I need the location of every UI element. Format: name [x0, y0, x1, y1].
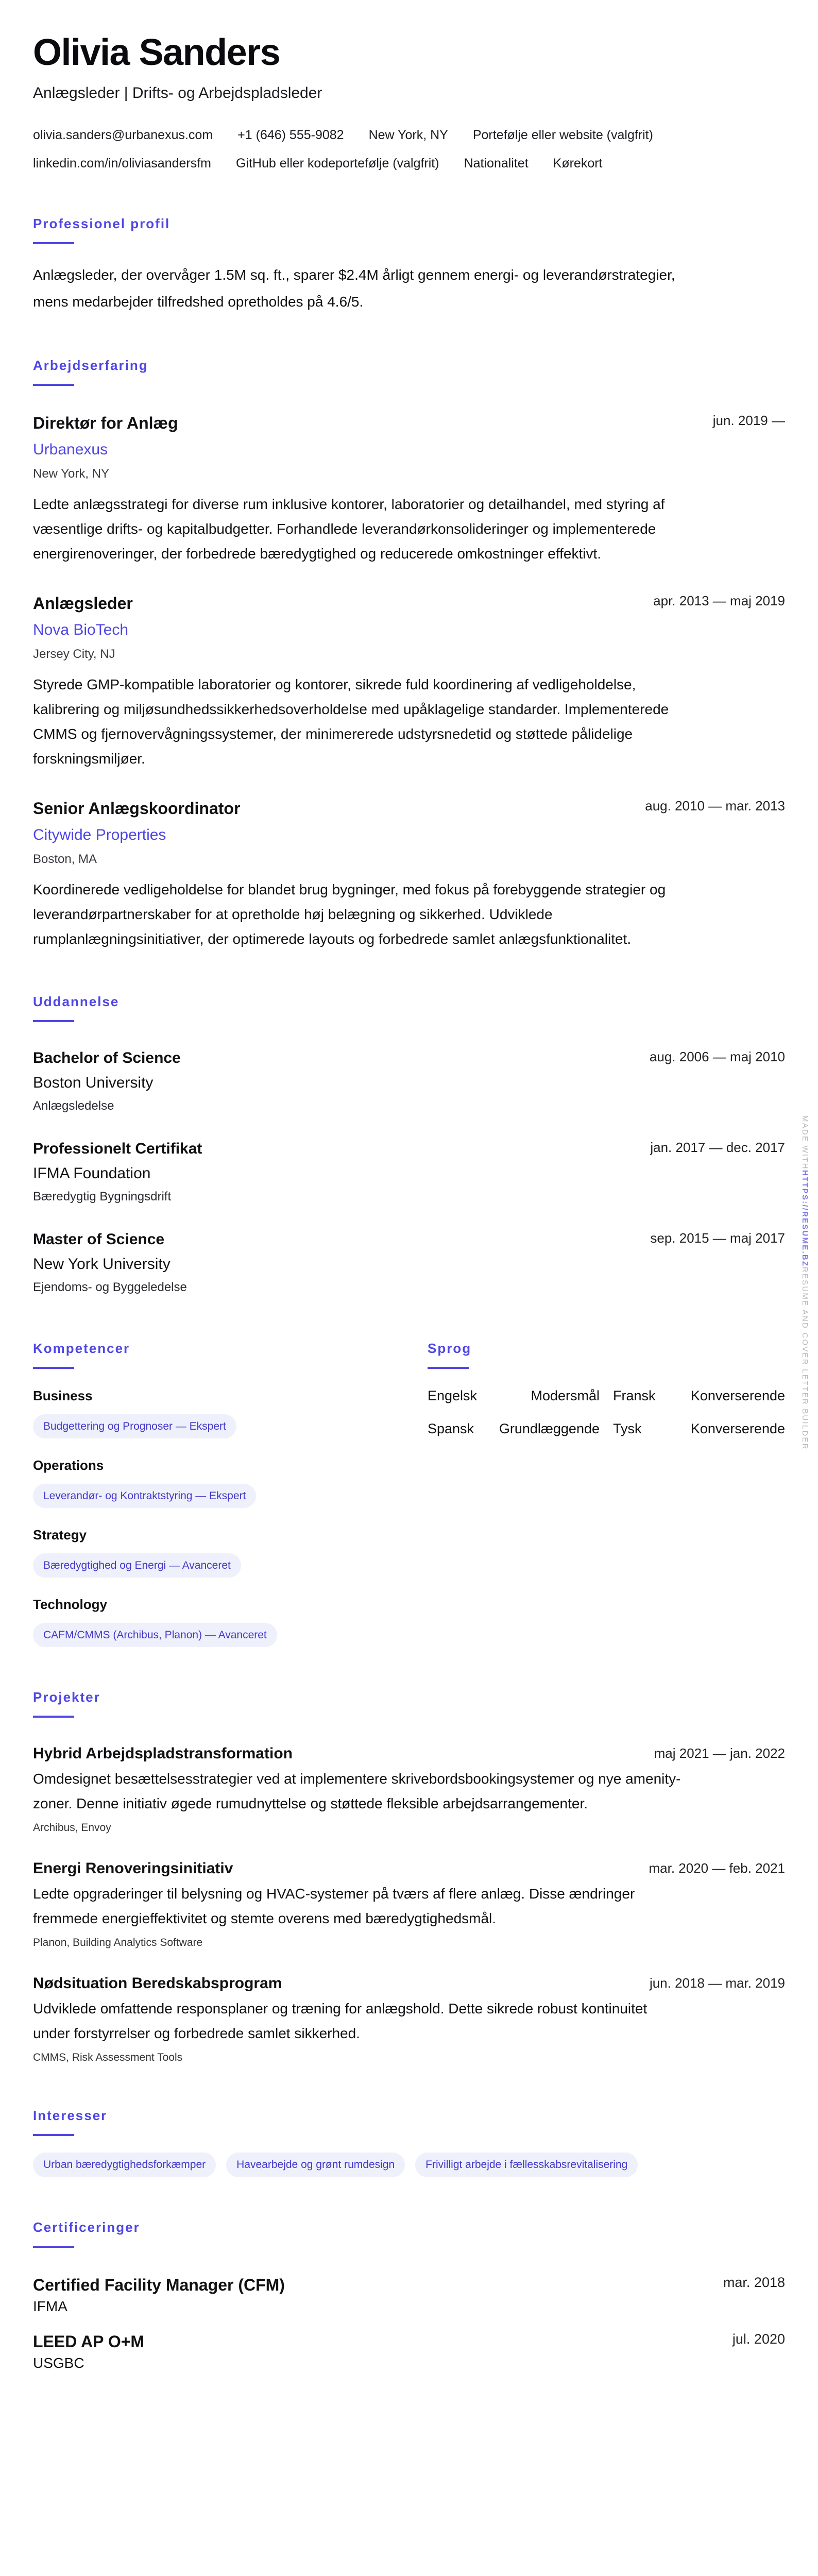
job-entry [33, 592, 785, 771]
section-title: Interesser [33, 2108, 108, 2123]
section-divider [428, 1367, 469, 1369]
section-divider [33, 2246, 74, 2248]
contact-website[interactable]: Portefølje eller website (valgfrit) [472, 128, 653, 142]
project-entry [33, 1743, 785, 1836]
project-description: Ledte opgraderinger til belysning og HVAC-systemer på tværs af flere anlæg. Disse ændringer fremmede energieffektivitet og stemte overens med bæredygtighedsmål. [33, 1886, 635, 1926]
job-entry [33, 797, 785, 952]
section-divider [33, 384, 74, 386]
project-entry [33, 1858, 785, 1951]
contact-drivers-license: Kørekort [553, 156, 603, 171]
certification-issuer: IFMA [33, 2298, 67, 2314]
education-entry [33, 1229, 785, 1296]
section-title: Professionel profil [33, 216, 171, 231]
skill-group [33, 1456, 428, 1508]
skill-pill: Bæredygtighed og Energi — Avanceret [33, 1553, 241, 1578]
certifications-section [33, 2218, 785, 2372]
language-entry [428, 1386, 600, 1405]
skill-group [33, 1526, 428, 1578]
skill-category: Business [33, 1388, 93, 1403]
certification-date: mar. 2018 [723, 2275, 785, 2290]
section-divider [33, 2134, 74, 2136]
project-dates: mar. 2020 — feb. 2021 [649, 1860, 785, 1876]
contact-location: New York, NY [368, 128, 448, 142]
certification-entry [33, 2330, 785, 2372]
skill-category: Strategy [33, 1527, 87, 1543]
certification-date: jul. 2020 [732, 2331, 785, 2347]
education-dates: sep. 2015 — maj 2017 [650, 1230, 785, 1246]
job-dates: aug. 2010 — mar. 2013 [645, 798, 785, 814]
section-title: Arbejdserfaring [33, 358, 148, 373]
language-entry [428, 1419, 600, 1438]
skills-languages-row [33, 1340, 785, 1647]
project-description: Udviklede omfattende responsplaner og træning for anlægshold. Dette sikrede robust kontinuitet under forstyrrelser og forbedrede samlet sikkerhed. [33, 2001, 647, 2041]
resume-header [33, 31, 785, 174]
education-section [33, 993, 785, 1296]
section-divider [33, 1367, 74, 1369]
certification-entry [33, 2274, 785, 2316]
job-description: Koordinerede vedligeholdelse for blandet brug bygninger, med fokus på forebyggende strategier og leverandørpartnerskaber for at opretholde høj belægning og sikkerhed. Udviklede rumplanlægningsinitiativer, der optimerede layouts og forbedrede samlet anlægsfunktionalitet. [33, 882, 666, 947]
job-description: Styrede GMP-kompatible laboratorier og kontorer, sikrede fuld koordinering af vedligeholdelse, kalibrering og miljøsundhedssikkerhedsoverholdelse med upåklagelige standarder. Implementerede CMMS og fjernovervågningssystemer, der minimererede udstyrsnedetid og støttede pålidelige forskningsmiljøer. [33, 676, 669, 767]
skill-group [33, 1386, 428, 1438]
section-title: Certificeringer [33, 2219, 140, 2235]
contact-email[interactable]: olivia.sanders@urbanexus.com [33, 128, 213, 142]
education-dates: aug. 2006 — maj 2010 [649, 1049, 785, 1064]
section-title: Kompetencer [33, 1341, 130, 1356]
skill-pill: Leverandør- og Kontraktstyring — Ekspert [33, 1484, 256, 1508]
education-school: New York University [33, 1256, 171, 1273]
project-entry [33, 1973, 785, 2065]
languages-section [428, 1340, 785, 1647]
language-level: Konverserende [690, 1421, 785, 1436]
job-company: Citywide Properties [33, 826, 166, 843]
language-name: Engelsk [428, 1388, 478, 1403]
job-location: New York, NY [33, 467, 110, 481]
certification-issuer: USGBC [33, 2355, 84, 2371]
project-tools: Planon, Building Analytics Software [33, 1937, 203, 1948]
job-title: Senior Anlægskoordinator [33, 799, 241, 818]
language-name: Tysk [613, 1421, 642, 1436]
education-entry [33, 1048, 785, 1115]
project-title: Energi Renoveringsinitiativ [33, 1860, 233, 1877]
job-entry [33, 412, 785, 566]
language-level: Modersmål [531, 1388, 600, 1403]
contact-linkedin[interactable]: linkedin.com/in/oliviasandersfm [33, 156, 211, 171]
contact-phone[interactable]: +1 (646) 555-9082 [237, 128, 344, 142]
project-description: Omdesignet besættelsesstrategier ved at implementere skrivebordsbookingsystemer og nye amenity-zoner. Denne initiativ øgede rumudnyttelse og støttede fleksible arbejdsarrangementer. [33, 1771, 681, 1811]
watermark-prefix: MADE WITH [800, 1115, 809, 1170]
certification-title: Certified Facility Manager (CFM) [33, 2276, 285, 2294]
job-location: Boston, MA [33, 852, 97, 866]
job-company: Nova BioTech [33, 621, 129, 638]
job-company: Urbanexus [33, 441, 108, 458]
job-dates: jun. 2019 — [712, 413, 785, 428]
language-entry [613, 1386, 785, 1405]
interests-section [33, 2107, 785, 2177]
candidate-name: Olivia Sanders [33, 32, 280, 73]
education-school: Boston University [33, 1074, 154, 1091]
language-name: Spansk [428, 1421, 474, 1436]
interest-pill: Frivilligt arbejde i fællesskabsrevitalisering [415, 2153, 638, 2177]
language-name: Fransk [613, 1388, 656, 1403]
skill-category: Operations [33, 1458, 104, 1473]
language-entry [613, 1419, 785, 1438]
job-description: Ledte anlægsstrategi for diverse rum inklusive kontorer, laboratorier og detailhandel, med styring af væsentlige drifts- og kapitalbudgetter. Forhandlede leverandørkonsolideringer og implementerede energirenoveringer, der forbedrede bæredygtighed og reducerede omkostninger effektivt. [33, 496, 665, 562]
section-title: Uddannelse [33, 994, 120, 1009]
profile-summary: Anlægsleder, der overvåger 1.5M sq. ft., sparer $2.4M årligt gennem energi- og leverandørstrategier, mens medarbejder tilfredshed opretholdes på 4.6/5. [33, 267, 675, 310]
job-title: Anlægsleder [33, 594, 133, 613]
contact-nationality: Nationalitet [464, 156, 529, 171]
section-divider [33, 1020, 74, 1022]
skill-category: Technology [33, 1597, 107, 1612]
skill-pill: CAFM/CMMS (Archibus, Planon) — Avanceret [33, 1623, 277, 1647]
project-dates: jun. 2018 — mar. 2019 [649, 1975, 785, 1991]
contact-row [33, 153, 785, 174]
education-entry [33, 1139, 785, 1206]
education-degree: Professionelt Certifikat [33, 1140, 202, 1157]
language-level: Grundlæggende [499, 1421, 600, 1436]
education-field: Bæredygtig Bygningsdrift [33, 1190, 172, 1204]
project-title: Nødsituation Beredskabsprogram [33, 1975, 282, 1992]
builder-watermark [800, 1115, 809, 1450]
education-degree: Master of Science [33, 1231, 165, 1248]
language-level: Konverserende [690, 1388, 785, 1403]
watermark-suffix: RESUME AND COVER LETTER BUILDER [800, 1266, 809, 1450]
section-title: Sprog [428, 1341, 472, 1356]
job-title: Direktør for Anlæg [33, 414, 178, 432]
candidate-title: Anlægsleder | Drifts- og Arbejdspladsleder [33, 84, 322, 101]
contact-github[interactable]: GitHub eller kodeportefølje (valgfrit) [235, 156, 439, 171]
skill-group [33, 1595, 428, 1647]
projects-section [33, 1688, 785, 2065]
education-degree: Bachelor of Science [33, 1049, 181, 1066]
watermark-link[interactable]: HTTPS://RESUME.BZ [800, 1170, 809, 1267]
job-dates: apr. 2013 — maj 2019 [653, 593, 785, 608]
project-dates: maj 2021 — jan. 2022 [654, 1745, 785, 1761]
interest-pill: Havearbejde og grønt rumdesign [226, 2153, 405, 2177]
section-divider [33, 242, 74, 244]
contact-row [33, 125, 785, 145]
education-school: IFMA Foundation [33, 1165, 151, 1182]
project-title: Hybrid Arbejdspladstransformation [33, 1745, 293, 1762]
experience-section [33, 357, 785, 952]
job-location: Jersey City, NJ [33, 647, 115, 661]
skills-section [33, 1340, 428, 1647]
education-field: Ejendoms- og Byggeledelse [33, 1280, 187, 1294]
project-tools: Archibus, Envoy [33, 1822, 111, 1834]
education-dates: jan. 2017 — dec. 2017 [650, 1140, 785, 1155]
certification-title: LEED AP O+M [33, 2332, 145, 2351]
interest-pill: Urban bæredygtighedsforkæmper [33, 2153, 216, 2177]
section-divider [33, 1716, 74, 1718]
profile-section [33, 215, 785, 315]
education-field: Anlægsledelse [33, 1099, 114, 1113]
skill-pill: Budgettering og Prognoser — Ekspert [33, 1414, 236, 1438]
section-title: Projekter [33, 1689, 100, 1705]
contact-info [33, 125, 785, 174]
project-tools: CMMS, Risk Assessment Tools [33, 2052, 183, 2063]
